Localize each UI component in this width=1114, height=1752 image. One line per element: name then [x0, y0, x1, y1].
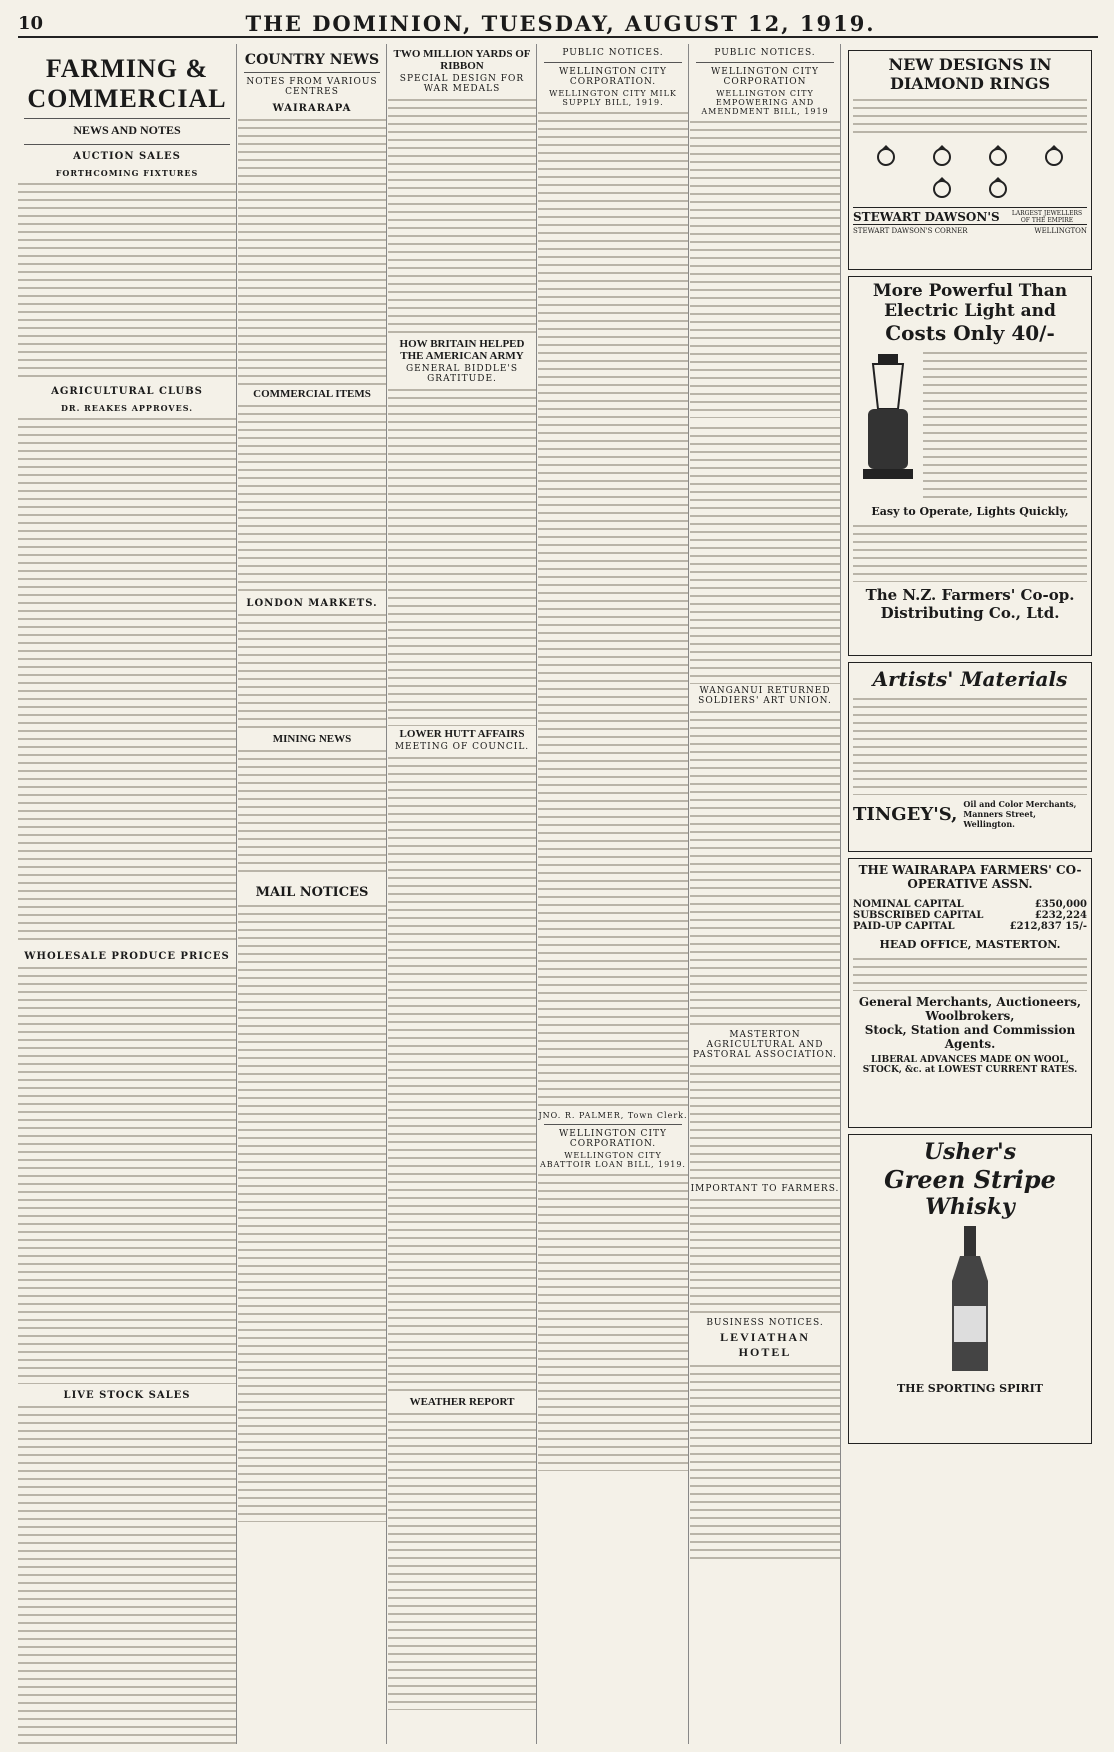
body-text [388, 96, 536, 336]
stewart-sub: LARGEST JEWELLERS OF THE EMPIRE [1011, 210, 1083, 224]
stock-agents: Stock, Station and Commission Agents. [864, 1023, 1076, 1051]
body-text [18, 180, 236, 380]
section-heading: MINING NEWS [272, 733, 352, 745]
ribbon-subheading: SPECIAL DESIGN FOR WAR MEDALS [399, 74, 525, 94]
body-text [690, 1062, 840, 1182]
farming-heading: FARMING & COMMERCIAL [27, 54, 227, 113]
section-heading: AGRICULTURAL CLUBS [51, 386, 203, 397]
body-text [690, 708, 840, 1028]
general-merchants: General Merchants, Auctioneers, Woolbrokers, [858, 995, 1082, 1023]
section-heading: FORTHCOMING FIXTURES [55, 168, 199, 178]
corner: STEWART DAWSON'S CORNER [853, 227, 968, 235]
nominal-label: NOMINAL CAPITAL [853, 899, 964, 910]
public-notices-column-2 [690, 44, 841, 1744]
lamp-easy: Easy to Operate, Lights Quickly, [871, 505, 1069, 518]
section-heading: AUCTION SALES [73, 151, 181, 162]
ring-icon [973, 175, 1023, 199]
country-news-heading: COUNTRY NEWS [244, 52, 380, 68]
business-heading: BUSINESS NOTICES. [706, 1318, 824, 1328]
diamond-title: NEW DESIGNS IN DIAMOND RINGS [888, 55, 1052, 93]
notice-subtitle: WELLINGTON CITY MILK SUPPLY BILL, 1919. [549, 89, 677, 107]
country-news-subheading: NOTES FROM VARIOUS CENTRES [246, 77, 378, 97]
city: WELLINGTON [1034, 227, 1087, 235]
country-news-column [238, 44, 387, 1744]
whisky-ad [848, 1134, 1092, 1444]
section-subheading: MEETING OF COUNCIL. [394, 742, 530, 752]
ring-icon [917, 175, 967, 199]
section-heading: WAIRARAPA [272, 103, 352, 114]
ribbon-heading: TWO MILLION YARDS OF RIBBON [393, 48, 531, 72]
notice-subtitle: WELLINGTON CITY ABATTOIR LOAN BILL, 1919. [540, 1151, 686, 1169]
notice-title: MASTERTON AGRICULTURAL AND PASTORAL ASSOCIATION. [693, 1030, 837, 1060]
section-heading: LONDON MARKETS. [246, 598, 378, 609]
ring-icon [917, 143, 967, 167]
body-text [388, 754, 536, 1394]
farming-column [18, 44, 237, 1744]
masthead-title: THE DOMINION, TUESDAY, AUGUST 12, 1919. [245, 10, 876, 36]
body-text [238, 611, 386, 731]
body-text [388, 1410, 536, 1710]
section-heading: COMMERCIAL ITEMS [253, 388, 371, 400]
lamp-ad [848, 276, 1092, 656]
body-text [690, 424, 840, 684]
lamp-icon [853, 349, 923, 499]
paid-label: PAID-UP CAPITAL [853, 921, 955, 932]
subscribed-label: SUBSCRIBED CAPITAL [853, 910, 984, 921]
section-heading: MAIL NOTICES [255, 885, 369, 900]
section-heading: WEATHER REPORT [409, 1396, 515, 1408]
section-heading: LIVE STOCK SALES [63, 1390, 191, 1401]
body-text [690, 1196, 840, 1316]
artists-materials-ad [848, 662, 1092, 852]
liberal-advances: LIBERAL ADVANCES MADE ON WOOL, STOCK, &c. at LOWEST CURRENT RATES. [862, 1055, 1078, 1075]
body-text [18, 415, 236, 945]
ads-column [842, 44, 1098, 1744]
notice-title: IMPORTANT TO FARMERS. [690, 1184, 840, 1194]
lamp-line2: Electric Light and [884, 301, 1056, 321]
subscribed-value: £232,224 [1034, 910, 1087, 921]
lamp-company: The N.Z. Farmers' Co-op. Distributing Co., Ltd. [865, 586, 1075, 622]
ring-grid [853, 139, 1087, 203]
lamp-line3: Costs Only 40/- [885, 321, 1055, 345]
body-text [18, 964, 236, 1384]
whisky-tag: THE SPORTING SPIRIT [897, 1382, 1043, 1395]
column-heading: PUBLIC NOTICES. [562, 48, 664, 58]
column-heading: PUBLIC NOTICES. [714, 48, 816, 58]
section-heading: WHOLESALE PRODUCE PRICES [24, 951, 230, 962]
whisky-name: Green Stripe [884, 1165, 1056, 1194]
wairarapa-title: THE WAIRARAPA FARMERS' CO-OPERATIVE ASSN. [858, 863, 1082, 891]
notice-subtitle: WELLINGTON CITY EMPOWERING AND AMENDMENT BILL, 1919 [701, 89, 829, 116]
section-heading: HOW BRITAIN HELPED THE AMERICAN ARMY [399, 338, 525, 362]
body-text [238, 902, 386, 1522]
body-text [18, 1403, 236, 1744]
stewart-dawsons: STEWART DAWSON'S [853, 210, 1000, 224]
ribbon-column [388, 44, 537, 1744]
whisky-brand: Usher's [923, 1139, 1017, 1165]
body-text [388, 386, 536, 726]
notice-title: WANGANUI RETURNED SOLDIERS' ART UNION. [698, 686, 832, 706]
public-notices-column [538, 44, 689, 1744]
notice-title: WELLINGTON CITY CORPORATION. [559, 1129, 667, 1149]
notice-title: WELLINGTON CITY CORPORATION [711, 67, 819, 87]
body-text [538, 109, 688, 1109]
lamp-line1: More Powerful Than [872, 281, 1068, 301]
body-text [538, 1171, 688, 1471]
artists-title: Artists' Materials [872, 667, 1068, 691]
diamond-rings-ad [848, 50, 1092, 270]
wairarapa-ad [848, 858, 1092, 1128]
body-text [238, 116, 386, 386]
body-text [238, 402, 386, 592]
tingeys-sub: Oil and Color Merchants, Manners Street, Wellington. [963, 799, 1077, 829]
paid-value: £212,837 15/- [1009, 921, 1087, 932]
section-subheading: GENERAL BIDDLE'S GRATITUDE. [405, 364, 519, 384]
ring-icon [1029, 143, 1079, 167]
notice-title: WELLINGTON CITY CORPORATION. [559, 67, 667, 87]
ring-icon [861, 143, 911, 167]
whisky-type: Whisky [925, 1194, 1015, 1220]
body-text [690, 1362, 840, 1562]
section-heading: DR. REAKES APPROVES. [60, 403, 194, 413]
body-text [690, 118, 840, 418]
tingeys: TINGEY'S, [853, 803, 958, 825]
page-number: 10 [18, 12, 44, 34]
nominal-value: £350,000 [1034, 899, 1087, 910]
signoff: JNO. R. PALMER, Town Clerk. [538, 1111, 688, 1120]
head-office: HEAD OFFICE, MASTERTON. [879, 938, 1061, 951]
body-text [238, 747, 386, 877]
section-heading: LOWER HUTT AFFAIRS [399, 728, 525, 740]
farming-subheading: NEWS AND NOTES [73, 123, 181, 137]
masthead [18, 10, 1098, 38]
hotel-name: LEVIATHAN HOTEL [720, 1330, 810, 1359]
bottle-icon [940, 1226, 1000, 1376]
ring-icon [973, 143, 1023, 167]
